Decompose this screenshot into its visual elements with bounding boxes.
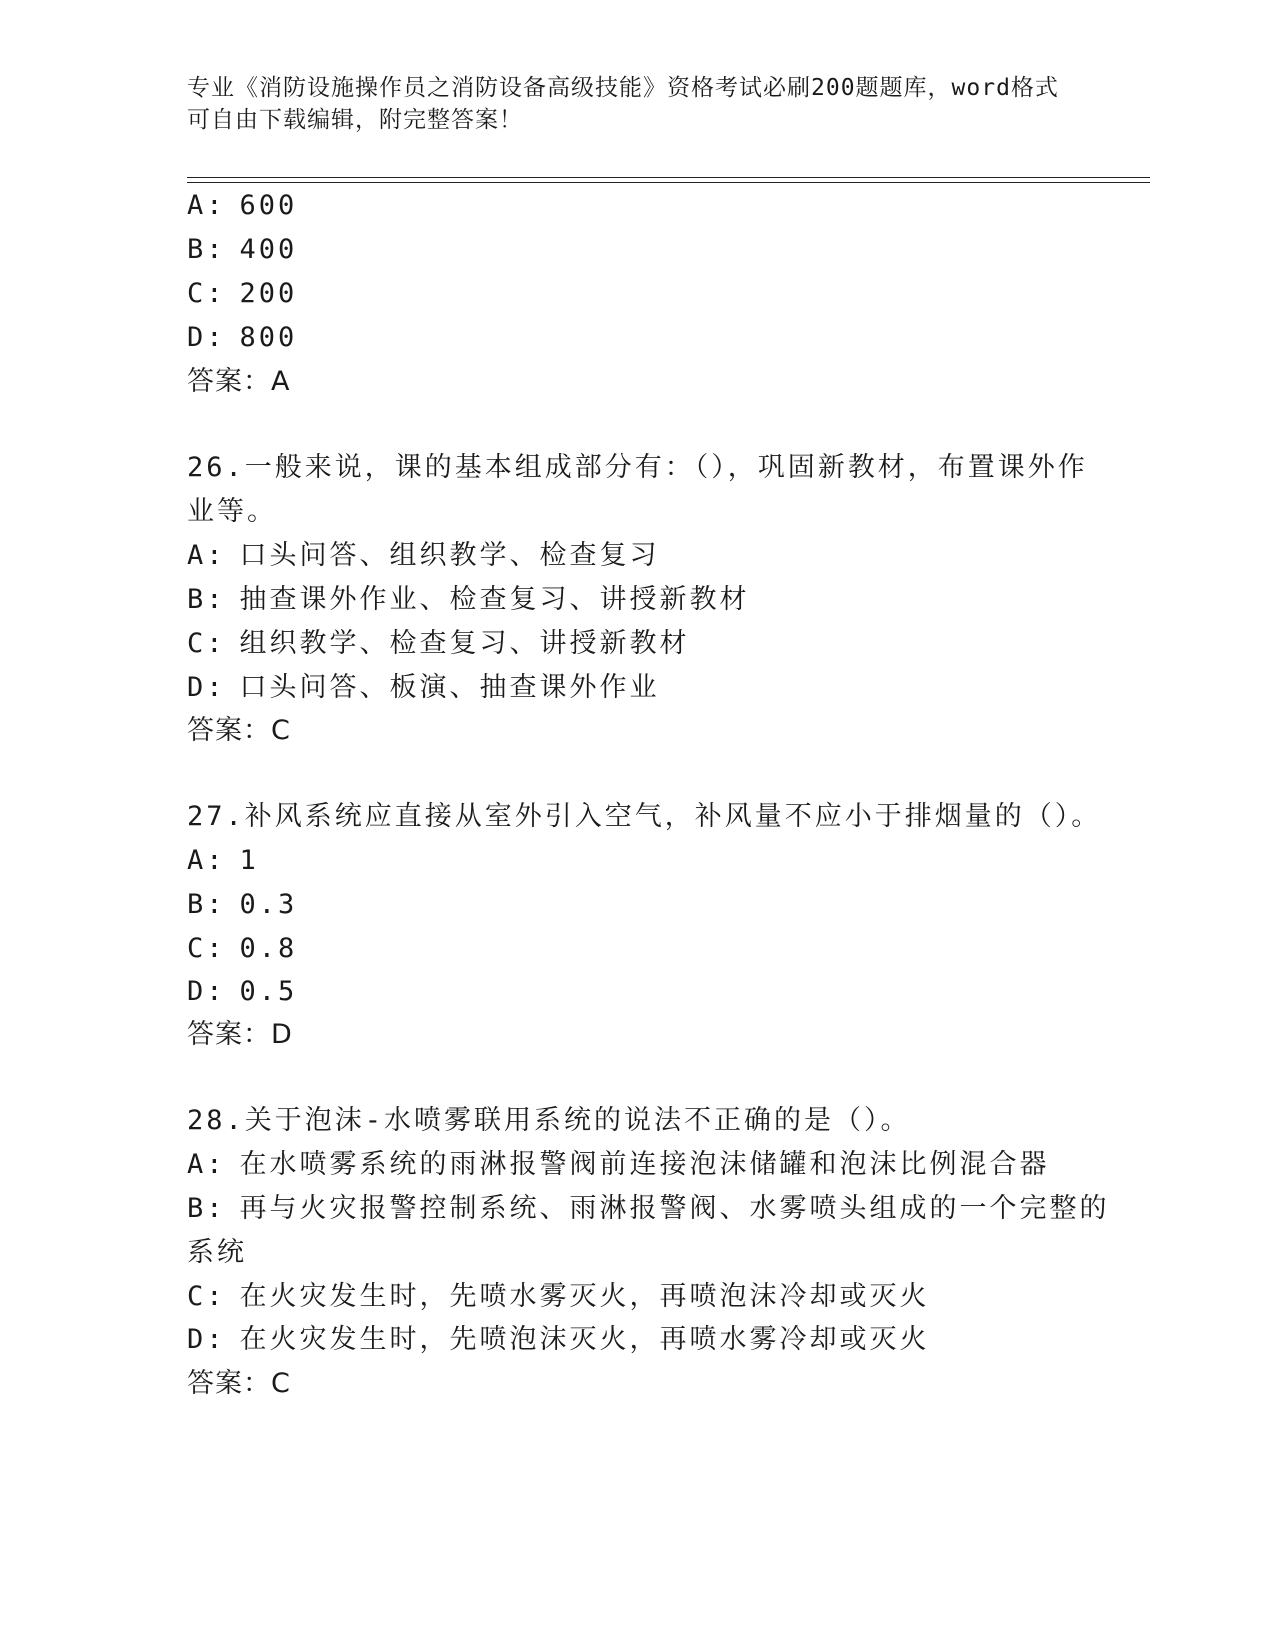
option-text: 400: [239, 234, 298, 265]
q26-answer: 答案：C: [187, 715, 291, 746]
option-label: C:: [187, 278, 226, 309]
option-label: B:: [187, 889, 226, 920]
option-text: 600: [239, 190, 298, 221]
option-label: B:: [187, 584, 226, 615]
option-text: 在火灾发生时，先喷泡沫灭火，再喷水雾冷却或灭火: [239, 1324, 930, 1355]
header-divider-bottom: [187, 182, 1150, 183]
q28-option-a: [187, 1147, 1050, 1183]
document-header: 专业《消防设施操作员之消防设备高级技能》资格考试必刷200题题库，word格式可自由下载编辑，附完整答案！: [187, 75, 1059, 133]
option-label: C:: [187, 1281, 226, 1312]
option-text: 200: [239, 278, 298, 309]
option-label: A:: [187, 1149, 226, 1180]
option-text: 0.3: [239, 889, 298, 920]
q27-stem-line1: 27.补风系统应直接从室外引入空气，补风量不应小于排烟量的（）。: [187, 801, 1102, 832]
option-text: 0.8: [239, 933, 298, 964]
q26-option-a: [187, 538, 660, 574]
option-label: A:: [187, 540, 226, 571]
option-text: 系统: [187, 1237, 247, 1268]
q28-option-c: [187, 1279, 930, 1315]
q25-option-c: [187, 276, 297, 312]
q28-option-b-continued: [187, 1235, 247, 1271]
q27-option-d: [187, 974, 297, 1010]
q25-option-b: [187, 232, 297, 268]
option-label: D:: [187, 976, 226, 1007]
q25-option-a: [187, 188, 297, 224]
option-label: B:: [187, 234, 226, 265]
q28-option-b: [187, 1191, 1110, 1227]
option-label: A:: [187, 190, 226, 221]
q28-stem-line1: 28.关于泡沫-水喷雾联用系统的说法不正确的是（）。: [187, 1105, 911, 1136]
option-text: 800: [239, 322, 298, 353]
q27-option-c: [187, 931, 297, 967]
option-text: 口头问答、组织教学、检查复习: [239, 540, 660, 571]
q25-option-d: [187, 320, 297, 356]
q26-option-c: [187, 626, 690, 662]
option-label: D:: [187, 1324, 226, 1355]
q25-answer: 答案：A: [187, 366, 291, 397]
option-label: A:: [187, 845, 226, 876]
q27-option-b: [187, 887, 297, 923]
q27-answer: 答案：D: [187, 1019, 293, 1050]
option-text: 再与火灾报警控制系统、雨淋报警阀、水雾喷头组成的一个完整的: [239, 1193, 1110, 1224]
q26-stem-line2: 业等。: [187, 496, 277, 527]
option-text: 抽查课外作业、检查复习、讲授新教材: [239, 584, 750, 615]
q26-option-b: [187, 582, 750, 618]
option-label: D:: [187, 322, 226, 353]
option-text: 组织教学、检查复习、讲授新教材: [239, 628, 690, 659]
option-label: C:: [187, 628, 226, 659]
q26-stem-line1: 26.一般来说，课的基本组成部分有：（），巩固新教材，布置课外作: [187, 452, 1088, 483]
q26-option-d: [187, 670, 660, 706]
option-label: C:: [187, 933, 226, 964]
option-text: 0.5: [239, 976, 298, 1007]
q27-option-a: [187, 843, 259, 879]
q28-answer: 答案：C: [187, 1368, 291, 1399]
option-text: 在水喷雾系统的雨淋报警阀前连接泡沫储罐和泡沫比例混合器: [239, 1149, 1050, 1180]
option-label: B:: [187, 1193, 226, 1224]
q28-option-d: [187, 1322, 930, 1358]
header-divider-top: [187, 177, 1150, 178]
option-text: 1: [239, 845, 259, 876]
option-label: D:: [187, 672, 226, 703]
option-text: 在火灾发生时，先喷水雾灭火，再喷泡沫冷却或灭火: [239, 1281, 930, 1312]
option-text: 口头问答、板演、抽查课外作业: [239, 672, 660, 703]
